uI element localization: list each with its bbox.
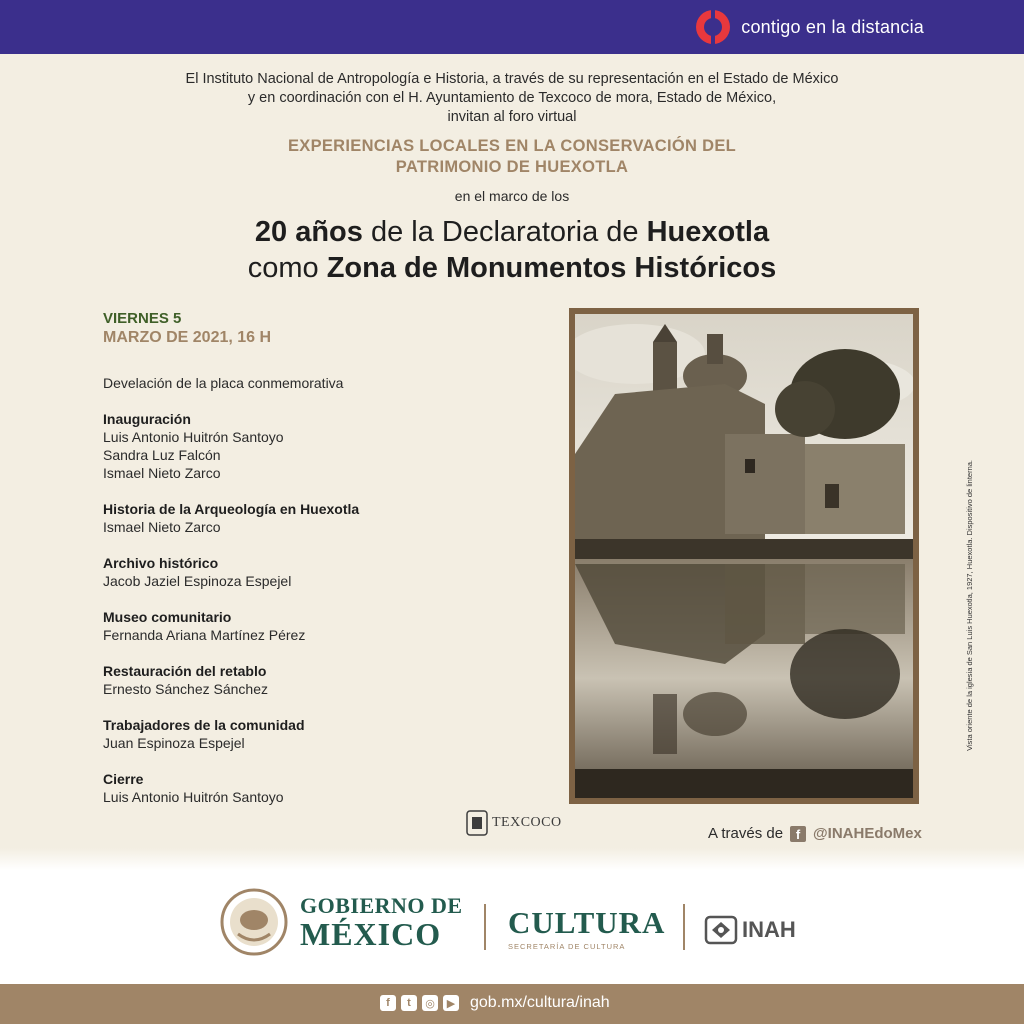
section-title: Archivo histórico: [103, 555, 219, 571]
photo-caption: Vista oriente de la iglesia de San Luis Huexotla, 1927, Huexotla. Dispositivo de linterna.: [965, 460, 974, 751]
texcoco-crest-icon: [466, 810, 488, 836]
headline-bold: Huexotla: [646, 216, 770, 248]
forum-title-line: EXPERIENCIAS LOCALES EN LA CONSERVACIÓN DEL: [287, 137, 737, 155]
headline: [60, 214, 964, 286]
speaker-name: Jacob Jaziel Espinoza Espejel: [103, 573, 292, 589]
intro-line: invitan al foro virtual: [447, 109, 577, 125]
program-section: [103, 554, 523, 590]
footer-divider: [683, 904, 685, 950]
forum-title: [150, 136, 874, 178]
campaign-text: contigo en la distancia: [741, 16, 924, 37]
program-section: [103, 770, 523, 806]
program-section: [103, 410, 523, 482]
headline-bold: 20 años: [254, 216, 363, 248]
event-date-time: MARZO DE 2021, 16 H: [103, 329, 272, 346]
texcoco-logo: [466, 810, 562, 836]
church-reflection-image: [575, 314, 913, 798]
program-section: [103, 716, 523, 752]
contigo-logo-icon: [693, 7, 733, 47]
speaker-name: Ernesto Sánchez Sánchez: [103, 681, 268, 697]
footer-fade: [0, 848, 1024, 870]
speaker-name: Ismael Nieto Zarco: [103, 519, 221, 535]
social-handle[interactable]: @INAHEdoMex: [813, 825, 922, 842]
speaker-name: Luis Antonio Huitrón Santoyo: [103, 789, 284, 805]
program-section: [103, 662, 523, 698]
intro-line: y en coordinación con el H. Ayuntamiento de Texcoco de mora, Estado de México,: [247, 90, 777, 106]
texcoco-text: TEXCOCO: [492, 815, 562, 830]
headline-regular: de la Declaratoria de: [362, 216, 647, 248]
section-title: Historia de la Arqueología en Huexotla: [103, 501, 360, 517]
forum-title-line: PATRIMONIO DE HUEXOTLA: [395, 158, 629, 176]
section-title: Trabajadores de la comunidad: [103, 717, 305, 733]
speaker-name: Fernanda Ariana Martínez Pérez: [103, 627, 306, 643]
intro-text: [100, 70, 924, 127]
speaker-name: Luis Antonio Huitrón Santoyo: [103, 429, 284, 445]
intro-line: El Instituto Nacional de Antropología e Historia, a través de su representación en el Estado de México: [185, 71, 839, 87]
program-section: [103, 608, 523, 644]
speaker-name: Ismael Nieto Zarco: [103, 465, 221, 481]
gobierno-logo: [220, 888, 463, 956]
gob-line2: MÉXICO: [300, 916, 442, 952]
website-url[interactable]: gob.mx/cultura/inah: [470, 994, 610, 1011]
facebook-icon[interactable]: f: [790, 826, 806, 842]
bottom-links: [380, 994, 610, 1012]
cultura-line2: SECRETARÍA DE CULTURA: [508, 942, 626, 951]
twitter-icon[interactable]: t: [401, 995, 417, 1011]
youtube-icon[interactable]: ▶: [443, 995, 459, 1011]
headline-regular: como: [247, 252, 327, 284]
section-title: Restauración del retablo: [103, 663, 267, 679]
footer-divider: [484, 904, 486, 950]
section-title: Inauguración: [103, 411, 191, 427]
program-opening: Develación de la placa conmemorativa: [103, 375, 344, 391]
frame-text: en el marco de los: [454, 188, 570, 204]
program-list: [103, 374, 523, 824]
section-title: Museo comunitario: [103, 609, 232, 625]
instagram-icon[interactable]: ◎: [422, 995, 438, 1011]
inah-text: INAH: [742, 917, 796, 942]
facebook-icon[interactable]: f: [380, 995, 396, 1011]
speaker-name: Juan Espinoza Espejel: [103, 735, 245, 751]
historic-photo: [569, 308, 919, 804]
program-section: [103, 500, 523, 536]
headline-bold: Zona de Monumentos Históricos: [326, 252, 777, 284]
mexican-coat-of-arms-icon: [220, 888, 288, 956]
gob-line1: GOBIERNO DE: [300, 893, 463, 918]
social-follow: [708, 825, 922, 842]
event-day: VIERNES 5: [103, 310, 182, 327]
inah-emblem-icon: [704, 915, 738, 945]
cultura-logo: [508, 905, 666, 951]
section-title: Cierre: [103, 771, 144, 787]
speaker-name: Sandra Luz Falcón: [103, 447, 221, 463]
inah-logo: [704, 915, 796, 945]
social-prefix: A través de: [708, 825, 784, 842]
campaign-logo: [693, 8, 924, 46]
cultura-line1: CULTURA: [508, 905, 666, 940]
